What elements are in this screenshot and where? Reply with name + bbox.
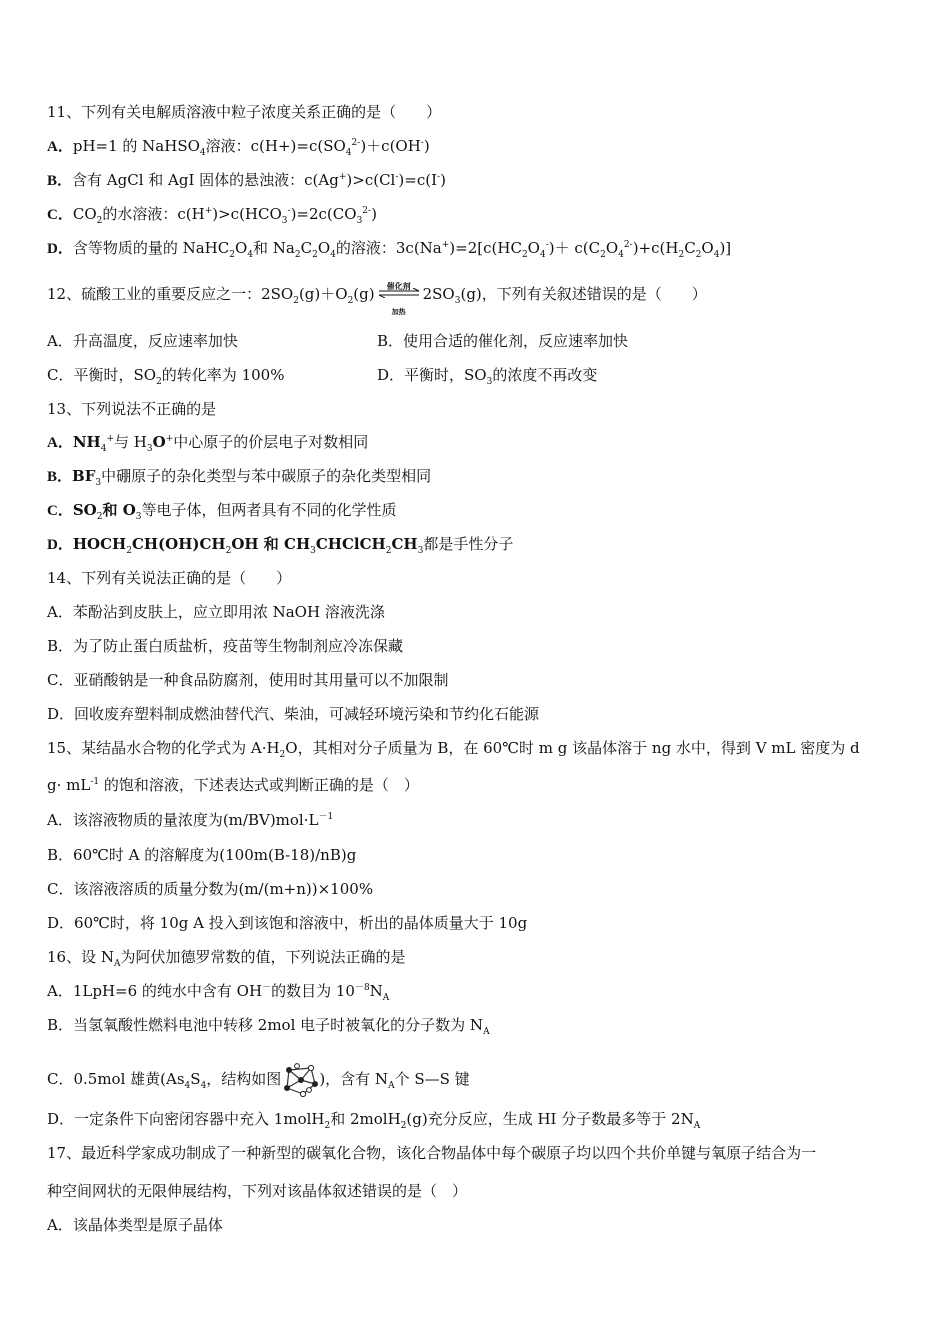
- q15-stem-line2: $g\cdot mL^{-1}$ 的饱和溶液，下述表达式或判断正确的是（ ）: [47, 776, 419, 794]
- q14-stem: 14、下列有关说法正确的是（ ）: [47, 569, 292, 587]
- q12-stem: 12、硫酸工业的重要反应之一：$2SO_2(g)+O_2(g)$ 催化剂 加热 $2SO_3(g)$，下列有关叙述错误的是（ ）: [47, 281, 707, 316]
- q13-option-a: A．$NH_4^+$与 $H_3O^+$中心原子的价层电子对数相同: [47, 433, 369, 454]
- q13-option-c: C．$SO_2$和 $O_3$等电子体，但两者具有不同的化学性质: [47, 501, 397, 522]
- q12-option-d: D．平衡时，$SO_3$的浓度不再改变: [377, 366, 598, 387]
- q15-stem-line1: 15、某结晶水合物的化学式为 $A\cdot H_2O$，其相对分子质量为 B，在 60℃时 m g 该晶体溶于 ng 水中，得到 V mL 密度为 d: [47, 739, 860, 760]
- equilibrium-arrow-icon: 催化剂 加热: [377, 285, 421, 305]
- q14-option-d: D．回收废弃塑料制成燃油替代汽、柴油，可减轻环境污染和节约化石能源: [47, 705, 540, 723]
- q15-option-c: C．该溶液溶质的质量分数为(m/(m+n))×100%: [47, 880, 374, 898]
- q16-option-c: C．0.5mol 雄黄($As_4S_4$，结构如图 )，含有 $N_A$个 S—S 键: [47, 1062, 470, 1098]
- q14-option-a: A．苯酚沾到皮肤上，应立即用浓 NaOH 溶液洗涤: [47, 603, 385, 621]
- q11-option-d: D．含等物质的量的 $NaHC_2O_4$和 $Na_2C_2O_4$的溶液：$3c(Na^+)=2[c(HC_2O_4^-)+ c(C_2O_4^{2-})+c(H_2C_2O_4)]$: [47, 239, 732, 260]
- q12-option-b: B．使用合适的催化剂，反应速率加快: [377, 332, 629, 350]
- realgar-structure-icon: [281, 1062, 319, 1098]
- q14-option-b: B．为了防止蛋白质盐析，疫苗等生物制剂应冷冻保藏: [47, 637, 404, 655]
- q12-option-c: C．平衡时，$SO_2$的转化率为 100%: [47, 366, 285, 387]
- q11-option-a: A．pH=1 的 NaHSO$_4$溶液：$c(H+)=c(SO_4^{2-})+c(OH^-)$: [47, 137, 430, 158]
- q16-option-d: D．一定条件下向密闭容器中充入 1molH$_2$和 2molH$_2$(g)充分反应，生成 HI 分子数最多等于 $2N_A$: [47, 1110, 701, 1131]
- q16-stem: 16、设 $N_A$为阿伏加德罗常数的值，下列说法正确的是: [47, 948, 406, 969]
- q15-option-a: A．该溶液物质的量浓度为$(m/BV)mol\cdot L^{-1}$: [47, 811, 334, 829]
- q17-option-a: A．该晶体类型是原子晶体: [47, 1216, 223, 1234]
- q14-option-c: C．亚硝酸钠是一种食品防腐剂，使用时其用量可以不加限制: [47, 671, 449, 689]
- q11-stem: 11、下列有关电解质溶液中粒子浓度关系正确的是（ ）: [47, 103, 442, 121]
- q15-option-b: B．60℃时 A 的溶解度为(100m(B-18)/nB)g: [47, 846, 357, 864]
- q11-option-c: C．$CO_2$的水溶液：$c(H^+)>c(HCO_3^-)=2c(CO_3^{2-})$: [47, 205, 377, 226]
- q16-option-a: A．1LpH=6 的纯水中含有 OH－的数目为 $10^{-8}N_A$: [47, 982, 390, 1003]
- q13-option-d: D．$HOCH_2CH(OH)CH_2OH$ 和 $CH_3CHClCH_2CH_3$都是手性分子: [47, 535, 514, 556]
- q16-option-b: B．当氢氧酸性燃料电池中转移 2mol 电子时被氧化的分子数为 $N_A$: [47, 1016, 490, 1037]
- q17-stem-line2: 种空间网状的无限伸展结构，下列对该晶体叙述错误的是（ ）: [47, 1182, 468, 1200]
- q13-option-b: B．$BF_3$中硼原子的杂化类型与苯中碳原子的杂化类型相同: [47, 467, 432, 488]
- q11-option-b: B．含有 AgCl 和 AgI 固体的悬浊液：c(Ag+)>c(Cl-)=c(I-): [47, 171, 446, 189]
- q15-option-d: D．60℃时，将 10g A 投入到该饱和溶液中，析出的晶体质量大于 10g: [47, 914, 528, 932]
- q12-option-a: A．升高温度，反应速率加快: [47, 332, 238, 350]
- q17-stem-line1: 17、最近科学家成功制成了一种新型的碳氧化合物，该化合物晶体中每个碳原子均以四个共价单键与氧原子结合为一: [47, 1144, 817, 1162]
- q13-stem: 13、下列说法不正确的是: [47, 400, 217, 418]
